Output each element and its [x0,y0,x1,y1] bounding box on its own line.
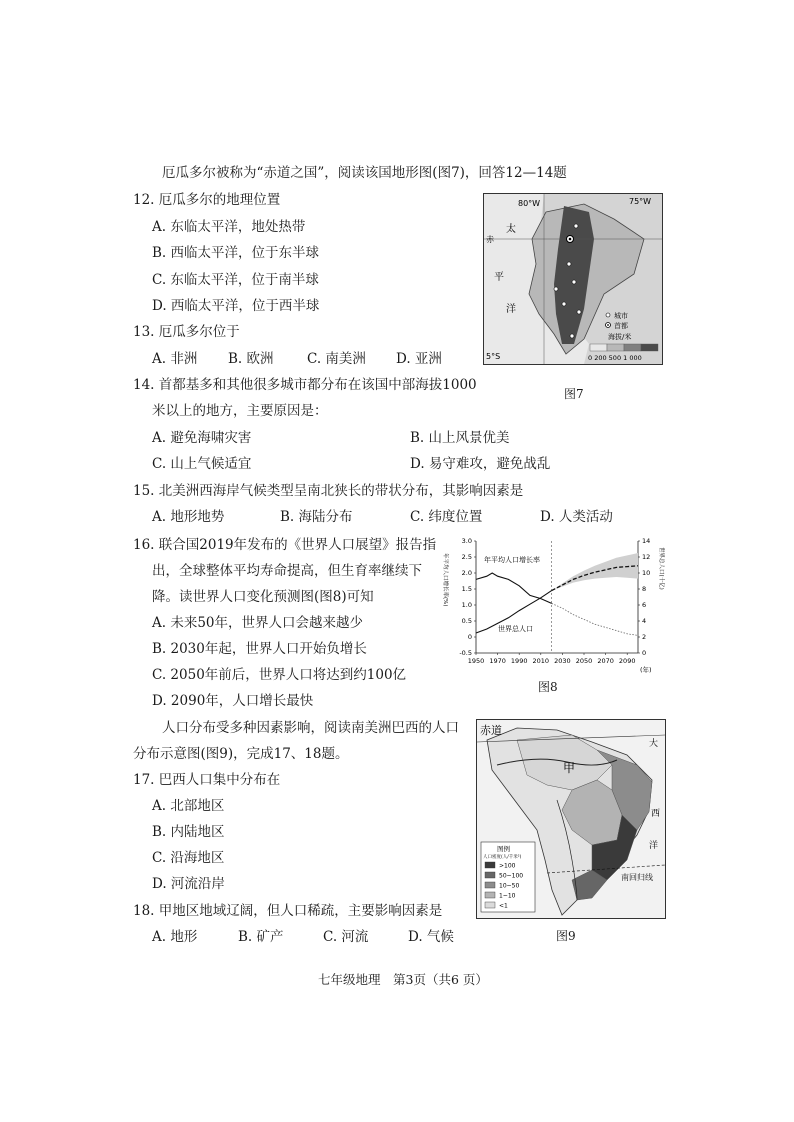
question-13-option-b: B. 欧洲 [228,351,274,367]
question-14-option-d: D. 易守难攻，避免战乱 [410,456,551,472]
legend-label: 10~50 [499,882,520,890]
figure-9-caption: 图9 [556,929,576,943]
question-16-stem-line2: 出，全球整体平均寿命提高，但生育率继续下 [152,563,422,579]
growth-rate-series-line-observed [476,573,552,603]
question-16-option-c: C. 2050年前后，世界人口将达到约100亿 [152,667,407,683]
fig9-equator-label: 赤道 [480,724,502,737]
fig9-ocean-2: 西 [651,809,661,819]
figure-8-chart [438,533,670,673]
legend-swatch [485,892,495,898]
legend-swatch [485,872,495,878]
right-tick-label: 2 [642,633,647,641]
fig7-ocean-2: 平 [494,272,504,283]
question-12-option-d: D. 西临太平洋，位于西半球 [152,298,320,314]
question-18-option-d: D. 气候 [408,929,454,945]
question-15-option-c: C. 纬度位置 [410,509,483,525]
question-12-stem: 12. 厄瓜多尔的地理位置 [133,192,281,208]
intro-text-12-14: 厄瓜多尔被称为“赤道之国”，阅读该国地形图(图7)，回答12—14题 [162,165,567,181]
question-14-option-b: B. 山上风景优美 [410,430,510,446]
fig7-lat: 5°S [486,352,501,361]
fig9-legend-unit: 人口密度(人/千米²) [483,855,522,860]
question-16-stem-line1: 16. 联合国2019年发布的《世界人口展望》报告指 [133,537,437,553]
fig7-legend-city: 城市 [614,312,628,320]
question-16-stem-line3: 降。读世界人口变化预测图(图8)可知 [152,589,374,605]
forecast-uncertainty-band [552,553,638,591]
fig7-lon-right: 75°W [629,197,652,206]
legend-swatch [485,902,495,908]
x-tick-label: 1990 [510,657,528,665]
fig7-ocean-3: 洋 [506,304,516,315]
question-14-option-c: C. 山上气候适宜 [152,456,252,472]
city-marker [570,334,574,338]
ecuador-map-svg [484,194,662,364]
legend-city-icon [606,313,610,317]
brazil-map-svg [477,720,665,918]
growth-rate-series-label: 年平均人口增长率 [484,555,540,564]
city-marker [554,287,558,291]
population-series-label: 世界总人口 [498,625,533,634]
question-15-stem: 15. 北美洲西海岸气候类型呈南北狭长的带状分布，其影响因素是 [133,483,524,499]
figure-7-caption: 图7 [564,387,584,401]
city-marker [562,302,566,306]
fig9-tropic-label: 南回归线 [621,873,653,882]
legend-swatch [485,882,495,888]
question-17-option-a: A. 北部地区 [152,798,225,814]
x-axis-unit: (年) [640,666,652,673]
page-footer: 七年级地理 第3页（共6 页） [318,972,488,987]
fig9-ocean-3: 洋 [649,841,659,851]
left-tick-label: 2.5 [461,553,472,561]
fig7-lon-left: 80°W [518,199,541,208]
intro-text-17-18-line2: 分布示意图(图9)，完成17、18题。 [133,746,349,762]
right-tick-label: 8 [642,585,647,593]
question-15-option-d: D. 人类活动 [540,509,613,525]
x-tick-label: 2050 [575,657,593,665]
intro-text-17-18-line1: 人口分布受多种因素影响，阅读南美洲巴西的人口 [162,720,459,736]
question-12-option-b: B. 西临太平洋，位于东半球 [152,245,320,261]
left-tick-label: 3.0 [461,537,472,545]
legend-swatch [485,862,495,868]
right-tick-label: 6 [642,601,647,609]
left-tick-label: -0.5 [459,649,472,657]
question-16-option-a: A. 未来50年，世界人口会越来越少 [152,615,364,631]
question-17-stem: 17. 巴西人口集中分布在 [133,772,281,788]
right-tick-label: 0 [642,649,647,657]
x-tick-label: 2090 [618,657,636,665]
left-tick-label: 2.0 [461,569,472,577]
question-14-stem-line1: 14. 首都基多和其他很多城市都分布在该国中部海拔1000 [133,377,477,393]
fig7-scale-labels: 0 200 500 1 000 [588,354,642,362]
question-16-option-b: B. 2030年起，世界人口开始负增长 [152,641,367,657]
fig9-region-jia: 甲 [563,761,576,775]
question-15-option-b: B. 海陆分布 [280,509,353,525]
right-tick-label: 14 [642,537,651,545]
x-tick-label: 2030 [554,657,571,665]
legend-label: 50~100 [499,872,524,880]
fig9-legend-title: 图例 [497,845,510,853]
question-13-option-c: C. 南美洲 [307,351,366,367]
city-marker [577,310,581,314]
figure-7-ecuador-map [483,193,663,365]
question-17-option-d: D. 河流沿岸 [152,876,225,892]
city-marker [572,280,576,284]
city-marker [574,224,578,228]
growth-rate-series-line-forecast [552,603,638,635]
fig7-legend-capital: 首都 [614,322,628,330]
question-16-option-d: D. 2090年，人口增长最快 [152,693,314,709]
question-18-option-c: C. 河流 [323,929,369,945]
x-tick-label: 1970 [489,657,506,665]
question-15-option-a: A. 地形地势 [152,509,225,525]
x-tick-label: 2010 [532,657,550,665]
question-14-option-a: A. 避免海啸灾害 [152,430,252,446]
x-tick-label: 1950 [467,657,485,665]
city-marker [567,262,571,266]
legend-label: 1~10 [499,892,516,900]
question-18-stem: 18. 甲地区地域辽阔，但人口稀疏，主要影响因素是 [133,903,443,919]
legend-label: <1 [499,902,508,910]
question-18-option-b: B. 矿产 [238,929,284,945]
fig7-legend-elev: 海拔/米 [608,333,632,341]
legend-label: >100 [499,862,516,870]
right-tick-label: 12 [642,553,651,561]
question-17-option-c: C. 沿海地区 [152,850,225,866]
figure-9-brazil-map [476,719,666,919]
fig7-ocean-1: 太 [506,224,516,235]
fig7-ocean-4: 赤 [486,235,494,244]
right-tick-label: 4 [642,617,647,625]
question-13-stem: 13. 厄瓜多尔位于 [133,324,240,340]
figure-8-caption: 图8 [538,680,558,694]
question-13-option-a: A. 非洲 [152,351,198,367]
question-12-option-a: A. 东临太平洋，地处热带 [152,219,306,235]
left-axis-title: 年平均人口增长率(%) [442,553,448,607]
question-17-option-b: B. 内陆地区 [152,824,225,840]
right-tick-label: 10 [642,569,651,577]
x-tick-label: 2070 [597,657,614,665]
left-tick-label: 1.5 [461,585,472,593]
question-12-option-c: C. 东临太平洋，位于南半球 [152,272,319,288]
left-tick-label: 1.0 [461,601,472,609]
question-18-option-a: A. 地形 [152,929,198,945]
question-14-stem-line2: 米以上的地方，主要原因是： [152,403,328,419]
fig9-ocean-1: 大 [649,739,659,749]
right-axis-title: 世界总人口(十亿) [658,547,664,590]
left-tick-label: 0.5 [461,617,472,625]
population-chart-svg [438,533,670,673]
question-13-option-d: D. 亚洲 [396,351,442,367]
left-tick-label: 0 [467,633,472,641]
